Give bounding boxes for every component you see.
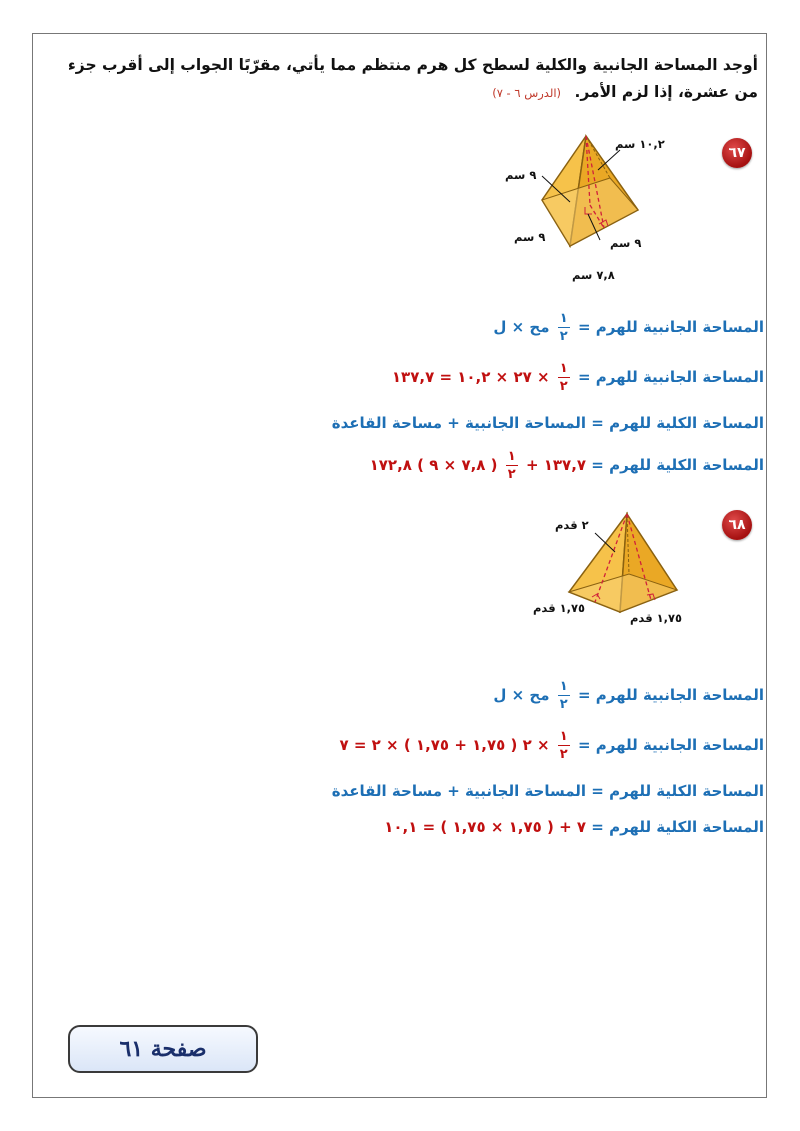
fraction-half: $\frac{١}{٢}$ (559, 679, 568, 712)
label-67-side-left-top: ٩ سم (505, 168, 537, 182)
problem-67-number: ٦٧ (722, 138, 752, 168)
p67-line-3: المساحة الكلية للهرم = المساحة الجانبية + مساحة القاعدة (331, 414, 764, 432)
label-67-side-left-bottom: ٩ سم (514, 230, 546, 244)
problem-68-number: ٦٨ (722, 510, 752, 540)
label-68-slant: ٢ قدم (555, 518, 589, 532)
p67-line-2: المساحة الجانبية للهرم = $\frac{١}{٢}$ × ٢٧ × ١٠,٢ = ١٣٧,٧ (391, 361, 764, 394)
instructions-text: أوجد المساحة الجانبية والكلية لسطح كل هرم منتظم مما يأتي، مقرّبًا الجواب إلى أقرب جزء من عشرة، إذا لزم الأمر. (67, 56, 758, 101)
label-67-apothem: ٧,٨ سم (572, 268, 615, 282)
instructions (53, 52, 758, 107)
p67-line-1: المساحة الجانبية للهرم = $\frac{١}{٢}$ مح × ل (493, 311, 764, 344)
fraction-half: $\frac{١}{٢}$ (507, 449, 516, 482)
p68-line-3: المساحة الكلية للهرم = المساحة الجانبية + مساحة القاعدة (331, 782, 764, 800)
lesson-reference: (الدرس ٦ - ٧) (492, 86, 562, 100)
label-67-slant: ١٠,٢ سم (615, 137, 665, 151)
label-68-side-right: ١,٧٥ قدم (630, 611, 683, 625)
p68-line-2: المساحة الجانبية للهرم = $\frac{١}{٢}$ × ٢ ( ١,٧٥ + ١,٧٥ ) × ٢ = ٧ (339, 729, 764, 762)
p68-line-1: المساحة الجانبية للهرم = $\frac{١}{٢}$ مح × ل (493, 679, 764, 712)
label-67-side-right: ٩ سم (610, 236, 642, 250)
fraction-half: $\frac{١}{٢}$ (559, 729, 568, 762)
p68-line-4: المساحة الكلية للهرم = ٧ + ( ١,٧٥ × ١,٧٥ ) = ١٠,١ (384, 818, 764, 836)
label-68-side-left: ١,٧٥ قدم (533, 601, 586, 615)
page-number-label: صفحة ٦١ (68, 1025, 258, 1073)
fraction-half: $\frac{١}{٢}$ (559, 361, 568, 394)
fraction-half: $\frac{١}{٢}$ (559, 311, 568, 344)
p67-line-4: المساحة الكلية للهرم = ١٣٧,٧ + $\frac{١}{٢}$ ( ٧,٨ × ٩ ) ١٧٢,٨ (369, 449, 764, 482)
pyramid-67-figure (490, 130, 670, 290)
